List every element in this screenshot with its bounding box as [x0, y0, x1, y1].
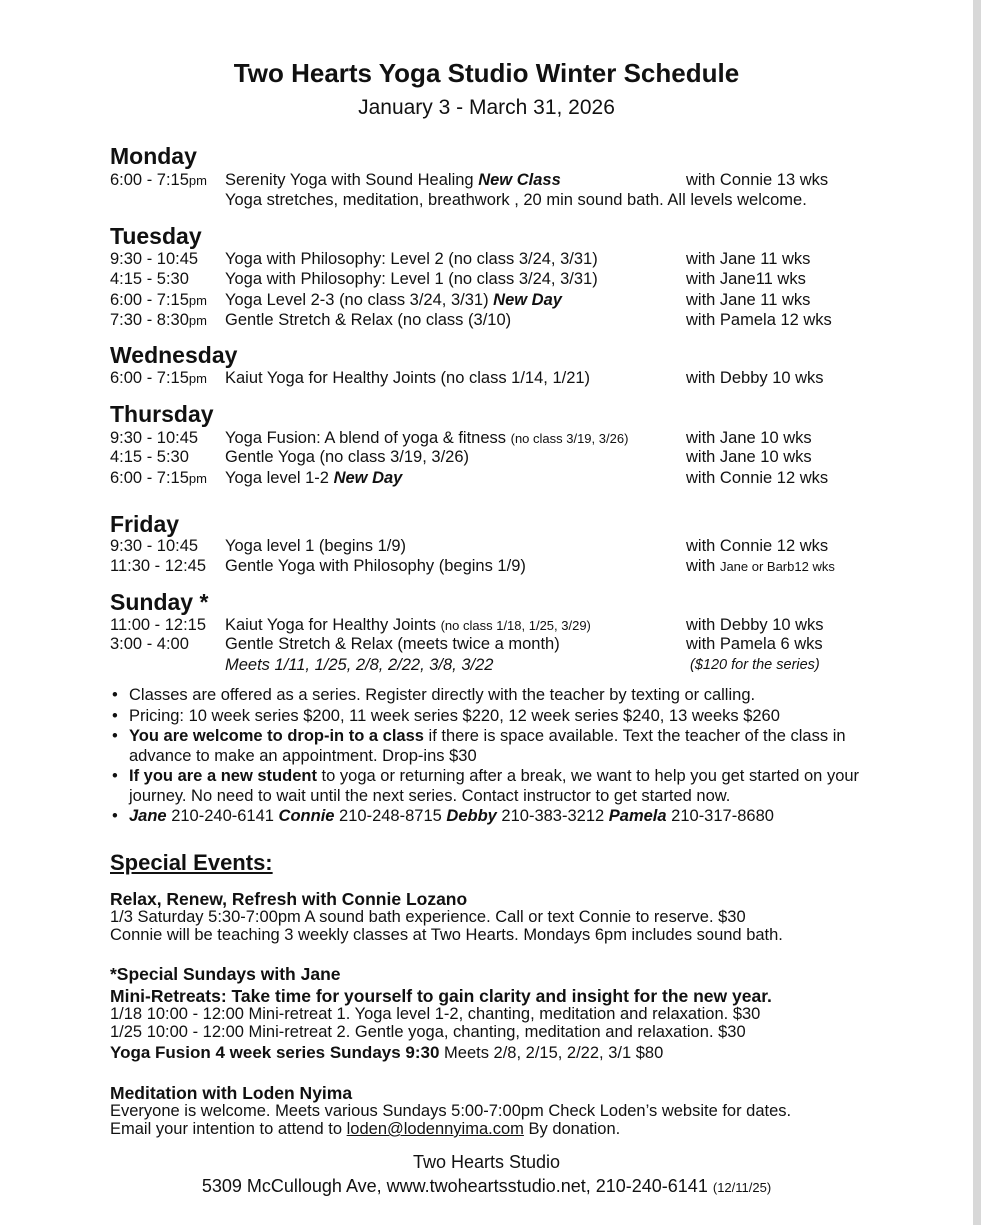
bullet-new-student: • If you are a new student to yoga or returning after a break, we want to help you get started on your journey. No need to wait until the next series. Contact instructor to get started now.	[110, 767, 870, 806]
class-row: 11:30 - 12:45 Gentle Yoga with Philosophy (begins 1/9) with Jane or Barb12 wks	[110, 557, 835, 575]
event-title: Relax, Renew, Refresh with Connie Lozano	[110, 889, 468, 909]
event-line: 1/25 10:00 - 12:00 Mini-retreat 2. Gentle yoga, chanting, meditation and relaxation. $30	[110, 1023, 746, 1041]
bullet-pricing: • Pricing: 10 week series $200, 11 week series $220, 12 week series $240, 13 weeks $260	[110, 707, 870, 727]
class-row: 6:00 - 7:15pm Yoga Level 2-3 (no class 3/24, 3/31) New Day with Jane 11 wks	[110, 291, 811, 309]
event-line: Everyone is welcome. Meets various Sundays 5:00-7:00pm Check Loden’s website for dates.	[110, 1102, 792, 1120]
event-title: *Special Sundays with Jane	[110, 964, 341, 984]
loden-email-link[interactable]: loden@lodennyima.com	[346, 1120, 524, 1138]
special-events-heading: Special Events:	[110, 850, 273, 875]
class-row: 9:30 - 10:45 Yoga level 1 (begins 1/9) with Connie 12 wks	[110, 537, 829, 555]
event-loden	[110, 1084, 870, 1138]
date-range: January 3 - March 31, 2026	[358, 96, 615, 119]
bullet-contacts: • Jane 210-240-6141 Connie 210-248-8715 Debby 210-383-3212 Pamela 210-317-8680	[110, 807, 870, 827]
day-heading-wednesday: Wednesday	[110, 342, 238, 368]
footer-studio-name: Two Hearts Studio	[412, 1152, 561, 1172]
event-jane	[110, 965, 870, 1062]
class-row: 6:00 - 7:15pm Kaiut Yoga for Healthy Joints (no class 1/14, 1/21) with Debby 10 wks	[110, 369, 824, 387]
class-note: Meets 1/11, 1/25, 2/8, 2/22, 3/8, 3/22 ($120 for the series)	[225, 656, 820, 674]
page-title: Two Hearts Yoga Studio Winter Schedule	[233, 58, 740, 88]
event-title: Meditation with Loden Nyima	[110, 1083, 353, 1103]
event-line: Email your intention to attend to loden@lodennyima.com By donation.	[110, 1120, 621, 1138]
bullet-drop-in: • You are welcome to drop-in to a class if there is space available. Text the teacher of the class in advance to make an appointment. Drop-ins $30	[110, 727, 870, 766]
footer-address: 5309 McCullough Ave, www.twoheartsstudio.net, 210-240-6141 (12/11/25)	[201, 1176, 772, 1196]
class-row: 4:15 - 5:30 Yoga with Philosophy: Level 1 (no class 3/24, 3/31) with Jane11 wks	[110, 270, 806, 288]
class-description: Yoga stretches, meditation, breathwork , 20 min sound bath. All levels welcome.	[225, 191, 807, 209]
class-row: 4:15 - 5:30 Gentle Yoga (no class 3/19, 3/26) with Jane 10 wks	[110, 448, 812, 466]
event-subtitle: Mini-Retreats: Take time for yourself to gain clarity and insight for the new year.	[110, 986, 772, 1006]
class-row: 6:00 - 7:15pm Serenity Yoga with Sound Healing New Class with Connie 13 wks	[110, 171, 829, 189]
day-heading-monday: Monday	[110, 143, 197, 169]
class-row: 6:00 - 7:15pm Yoga level 1-2 New Day with Connie 12 wks	[110, 469, 829, 487]
event-connie	[110, 890, 870, 944]
info-bullets	[110, 686, 870, 828]
event-line: Connie will be teaching 3 weekly classes at Two Hearts. Mondays 6pm includes sound bath.	[110, 926, 783, 944]
class-row: 7:30 - 8:30pm Gentle Stretch & Relax (no class (3/10) with Pamela 12 wks	[110, 311, 832, 329]
event-line: Yoga Fusion 4 week series Sundays 9:30 Meets 2/8, 2/15, 2/22, 3/1 $80	[110, 1043, 664, 1062]
class-row: 9:30 - 10:45 Yoga with Philosophy: Level 2 (no class 3/24, 3/31) with Jane 11 wks	[110, 250, 811, 268]
event-line: 1/3 Saturday 5:30-7:00pm A sound bath experience. Call or text Connie to reserve. $30	[110, 908, 746, 926]
bullet-registration: • Classes are offered as a series. Register directly with the teacher by texting or calling.	[110, 686, 870, 706]
class-row: 11:00 - 12:15 Kaiut Yoga for Healthy Joints (no class 1/18, 1/25, 3/29) with Debby 10 wks	[110, 616, 824, 634]
day-heading-tuesday: Tuesday	[110, 223, 202, 249]
day-heading-thursday: Thursday	[110, 401, 214, 427]
class-row: 3:00 - 4:00 Gentle Stretch & Relax (meets twice a month) with Pamela 6 wks	[110, 635, 823, 653]
page-edge	[973, 0, 981, 1225]
event-line: 1/18 10:00 - 12:00 Mini-retreat 1. Yoga level 1-2, chanting, meditation and relaxation. $30	[110, 1005, 761, 1023]
day-heading-sunday: Sunday *	[110, 589, 209, 615]
day-heading-friday: Friday	[110, 511, 180, 537]
class-row: 9:30 - 10:45 Yoga Fusion: A blend of yoga & fitness (no class 3/19, 3/26) with Jane 10 wks	[110, 429, 812, 447]
